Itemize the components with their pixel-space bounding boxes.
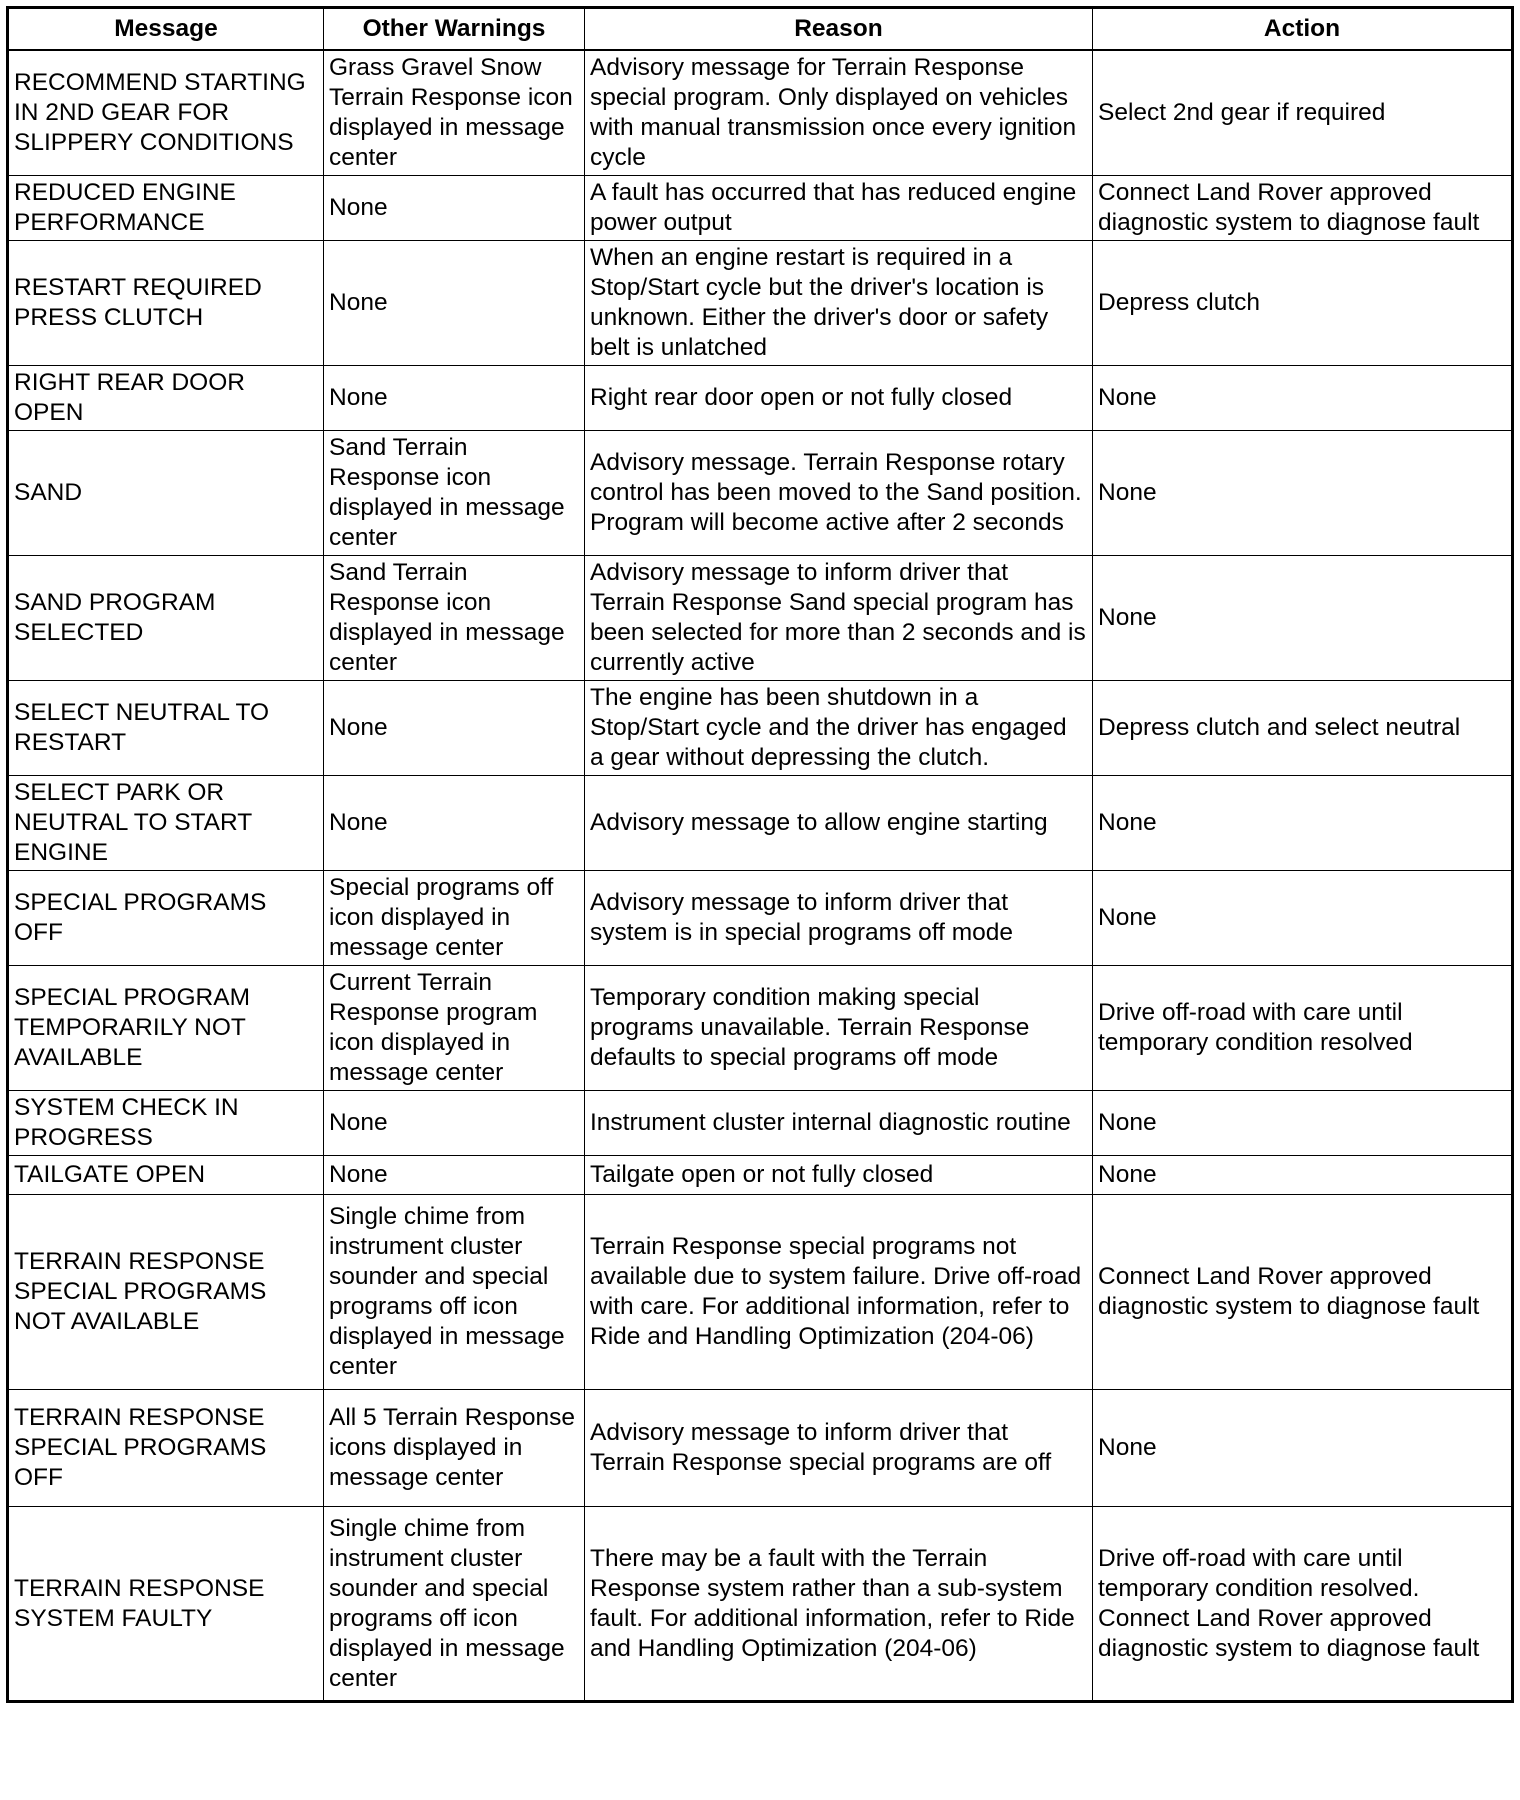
cell-reason: Advisory message to inform driver that Terrain Response Sand special program has been selected for more than 2 seconds and is currently active bbox=[585, 556, 1093, 681]
cell-action: Connect Land Rover approved diagnostic system to diagnose fault bbox=[1093, 176, 1513, 241]
table-row bbox=[8, 556, 1513, 681]
cell-reason: The engine has been shutdown in a Stop/Start cycle and the driver has engaged a gear without depressing the clutch. bbox=[585, 681, 1093, 776]
table-body bbox=[8, 50, 1513, 1702]
header-message: Message bbox=[8, 8, 324, 51]
cell-message: TAILGATE OPEN bbox=[8, 1156, 324, 1195]
cell-message: REDUCED ENGINE PERFORMANCE bbox=[8, 176, 324, 241]
cell-reason: Advisory message to inform driver that Terrain Response special programs are off bbox=[585, 1390, 1093, 1507]
cell-other-warnings: Sand Terrain Response icon displayed in message center bbox=[324, 556, 585, 681]
cell-reason: When an engine restart is required in a Stop/Start cycle but the driver's location is unknown. Either the driver's door or safety belt is unlatched bbox=[585, 241, 1093, 366]
cell-message: RESTART REQUIRED PRESS CLUTCH bbox=[8, 241, 324, 366]
cell-reason: Right rear door open or not fully closed bbox=[585, 366, 1093, 431]
cell-action: Depress clutch and select neutral bbox=[1093, 681, 1513, 776]
cell-message: SPECIAL PROGRAMS OFF bbox=[8, 871, 324, 966]
cell-reason: Instrument cluster internal diagnostic routine bbox=[585, 1091, 1093, 1156]
table-row bbox=[8, 871, 1513, 966]
cell-other-warnings: Grass Gravel Snow Terrain Response icon displayed in message center bbox=[324, 50, 585, 176]
cell-other-warnings: Current Terrain Response program icon displayed in message center bbox=[324, 966, 585, 1091]
cell-reason: Advisory message to inform driver that system is in special programs off mode bbox=[585, 871, 1093, 966]
cell-other-warnings: None bbox=[324, 366, 585, 431]
cell-other-warnings: All 5 Terrain Response icons displayed in message center bbox=[324, 1390, 585, 1507]
cell-message: SELECT NEUTRAL TO RESTART bbox=[8, 681, 324, 776]
table-row bbox=[8, 1195, 1513, 1390]
header-reason: Reason bbox=[585, 8, 1093, 51]
table-row bbox=[8, 681, 1513, 776]
cell-action: None bbox=[1093, 366, 1513, 431]
table-row bbox=[8, 776, 1513, 871]
cell-action: Select 2nd gear if required bbox=[1093, 50, 1513, 176]
table-row bbox=[8, 241, 1513, 366]
header-action: Action bbox=[1093, 8, 1513, 51]
cell-action: None bbox=[1093, 1390, 1513, 1507]
cell-action: None bbox=[1093, 1091, 1513, 1156]
table-row bbox=[8, 1156, 1513, 1195]
cell-message: SYSTEM CHECK IN PROGRESS bbox=[8, 1091, 324, 1156]
cell-message: RIGHT REAR DOOR OPEN bbox=[8, 366, 324, 431]
table-row bbox=[8, 431, 1513, 556]
cell-reason: There may be a fault with the Terrain Response system rather than a sub-system fault. For additional information, refer to Ride and Handling Optimization (204-06) bbox=[585, 1507, 1093, 1702]
table-row bbox=[8, 1390, 1513, 1507]
cell-reason: Advisory message to allow engine starting bbox=[585, 776, 1093, 871]
table-row bbox=[8, 366, 1513, 431]
cell-action: Connect Land Rover approved diagnostic system to diagnose fault bbox=[1093, 1195, 1513, 1390]
cell-reason: A fault has occurred that has reduced engine power output bbox=[585, 176, 1093, 241]
cell-reason: Temporary condition making special programs unavailable. Terrain Response defaults to special programs off mode bbox=[585, 966, 1093, 1091]
cell-action: Drive off-road with care until temporary condition resolved. Connect Land Rover approved diagnostic system to diagnose fault bbox=[1093, 1507, 1513, 1702]
table-row bbox=[8, 176, 1513, 241]
cell-other-warnings: None bbox=[324, 776, 585, 871]
cell-action: Depress clutch bbox=[1093, 241, 1513, 366]
cell-other-warnings: Single chime from instrument cluster sounder and special programs off icon displayed in message center bbox=[324, 1507, 585, 1702]
cell-reason: Advisory message for Terrain Response special program. Only displayed on vehicles with manual transmission once every ignition cycle bbox=[585, 50, 1093, 176]
cell-message: TERRAIN RESPONSE SYSTEM FAULTY bbox=[8, 1507, 324, 1702]
cell-message: SELECT PARK OR NEUTRAL TO START ENGINE bbox=[8, 776, 324, 871]
cell-message: TERRAIN RESPONSE SPECIAL PROGRAMS NOT AVAILABLE bbox=[8, 1195, 324, 1390]
cell-action: None bbox=[1093, 871, 1513, 966]
cell-other-warnings: Special programs off icon displayed in message center bbox=[324, 871, 585, 966]
cell-action: Drive off-road with care until temporary condition resolved bbox=[1093, 966, 1513, 1091]
cell-reason: Tailgate open or not fully closed bbox=[585, 1156, 1093, 1195]
cell-action: None bbox=[1093, 1156, 1513, 1195]
cell-other-warnings: None bbox=[324, 241, 585, 366]
cell-message: SAND PROGRAM SELECTED bbox=[8, 556, 324, 681]
cell-other-warnings: None bbox=[324, 1091, 585, 1156]
header-row bbox=[8, 8, 1513, 51]
cell-action: None bbox=[1093, 556, 1513, 681]
cell-message: SAND bbox=[8, 431, 324, 556]
table-row bbox=[8, 966, 1513, 1091]
table-header bbox=[8, 8, 1513, 51]
cell-other-warnings: Sand Terrain Response icon displayed in message center bbox=[324, 431, 585, 556]
table-row bbox=[8, 1507, 1513, 1702]
cell-action: None bbox=[1093, 431, 1513, 556]
table-row bbox=[8, 1091, 1513, 1156]
cell-action: None bbox=[1093, 776, 1513, 871]
message-table bbox=[6, 6, 1514, 1703]
cell-reason: Advisory message. Terrain Response rotary control has been moved to the Sand position. Program will become active after 2 seconds bbox=[585, 431, 1093, 556]
message-table-sheet bbox=[6, 6, 1511, 1703]
cell-message: TERRAIN RESPONSE SPECIAL PROGRAMS OFF bbox=[8, 1390, 324, 1507]
header-other-warnings: Other Warnings bbox=[324, 8, 585, 51]
cell-other-warnings: Single chime from instrument cluster sounder and special programs off icon displayed in message center bbox=[324, 1195, 585, 1390]
cell-other-warnings: None bbox=[324, 681, 585, 776]
cell-message: SPECIAL PROGRAM TEMPORARILY NOT AVAILABLE bbox=[8, 966, 324, 1091]
table-row bbox=[8, 50, 1513, 176]
cell-message: RECOMMEND STARTING IN 2ND GEAR FOR SLIPPERY CONDITIONS bbox=[8, 50, 324, 176]
cell-other-warnings: None bbox=[324, 176, 585, 241]
cell-other-warnings: None bbox=[324, 1156, 585, 1195]
cell-reason: Terrain Response special programs not available due to system failure. Drive off-road with care. For additional information, refer to Ride and Handling Optimization (204-06) bbox=[585, 1195, 1093, 1390]
